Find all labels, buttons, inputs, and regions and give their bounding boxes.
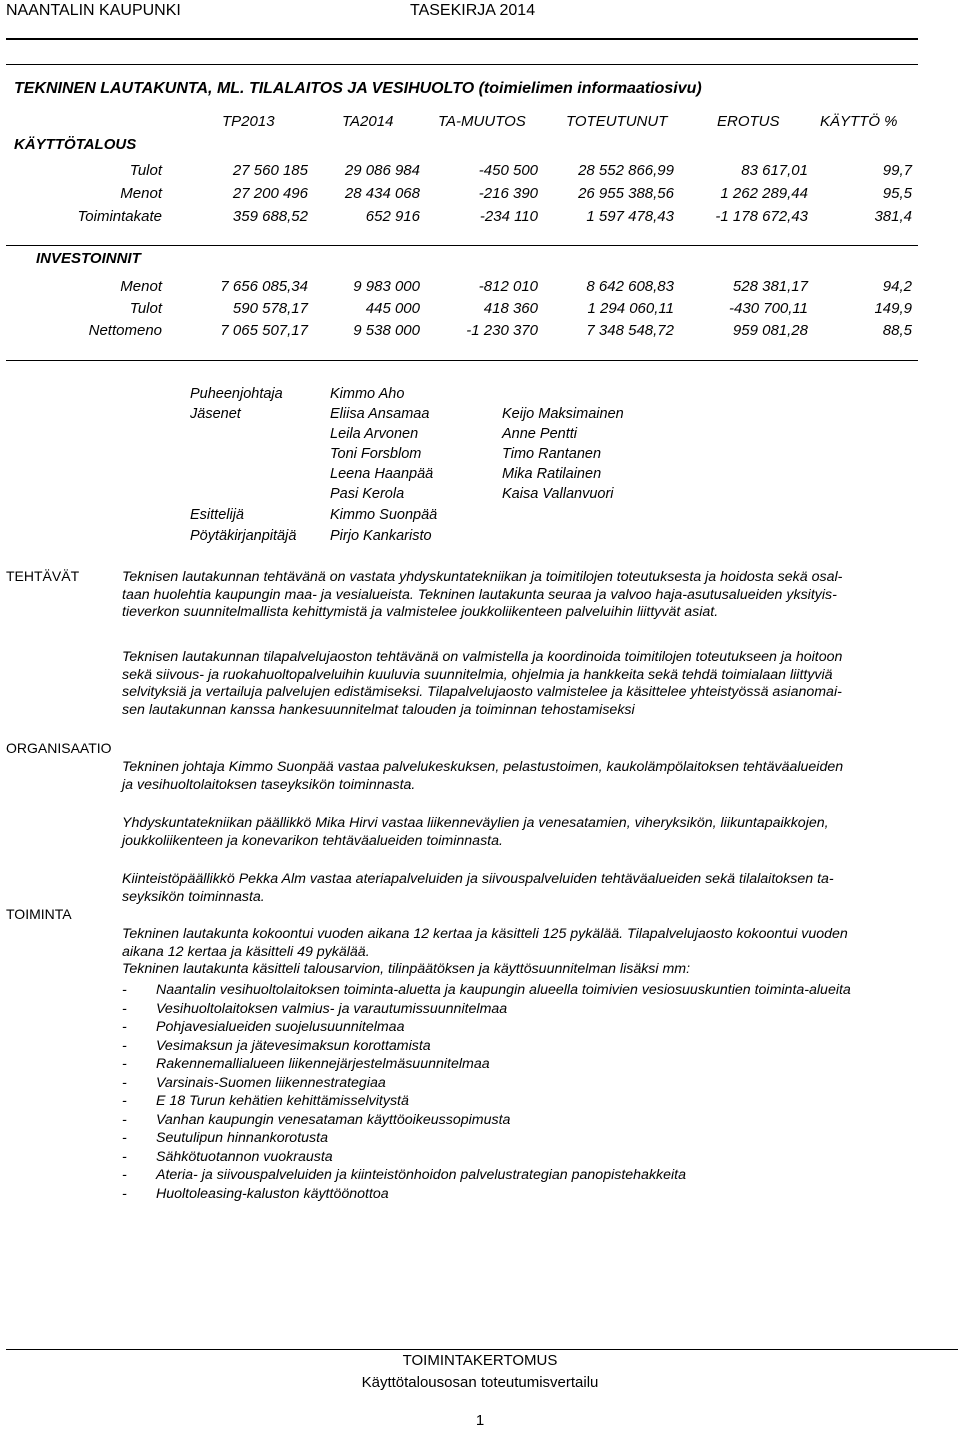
- list-item: [122, 1075, 386, 1091]
- list-marker: -: [122, 1037, 127, 1054]
- list-item: [122, 1186, 389, 1202]
- list-item-text: Huoltoleasing-kaluston käyttöönottoa: [156, 1185, 389, 1202]
- list-item-text: Varsinais-Suomen liikennestrategiaa: [156, 1074, 386, 1091]
- col-header-ta2014: TA2014: [342, 113, 394, 130]
- member-name: Leena Haanpää: [330, 466, 434, 482]
- cell-value: 9 983 000: [353, 278, 420, 295]
- text-line: selvityksiä ja vertailuja palvelujen edistämiseksi. Tilapalvelujaosto valmistelee ja käsittelee yhteistyössä asianomai-: [122, 684, 842, 700]
- list-item-text: Pohjavesialueiden suojelusuunnitelmaa: [156, 1019, 405, 1035]
- section-label-toiminta: TOIMINTA: [6, 906, 72, 922]
- list-marker: -: [122, 1056, 127, 1072]
- cell-value: 1 597 478,43: [586, 208, 674, 225]
- cell-value: 28 552 866,99: [578, 162, 674, 179]
- cell-value: 99,7: [882, 162, 912, 179]
- text-line: aikana 12 kertaa ja käsitteli 49 pykälää.: [122, 943, 370, 960]
- cell-value: 652 916: [365, 208, 420, 225]
- header-rule-2: [6, 64, 918, 65]
- poytakirjanpitaja-label: Pöytäkirjanpitäjä: [190, 528, 297, 544]
- cell-value: 590 578,17: [232, 300, 308, 317]
- list-item: [122, 1149, 333, 1165]
- footer-subtitle: Käyttötalousosan toteutumisvertailu: [361, 1374, 599, 1391]
- list-marker: -: [122, 982, 127, 998]
- cell-value: 528 381,17: [732, 278, 808, 295]
- cell-value: 959 081,28: [732, 322, 808, 339]
- paragraph-tehtavat-2: [122, 649, 948, 719]
- page-title: TEKNINEN LAUTAKUNTA, ML. TILALAITOS JA VESIHUOLTO (toimielimen informaatiosivu): [14, 80, 702, 97]
- puheenjohtaja-name: Kimmo Aho: [330, 386, 405, 402]
- jasenet-label: Jäsenet: [190, 406, 241, 422]
- header-left: NAANTALIN KAUPUNKI: [6, 2, 181, 19]
- section-heading-investoinnit: INVESTOINNIT: [36, 250, 141, 267]
- member-name: Kaisa Vallanvuori: [502, 486, 614, 502]
- cell-value: -234 110: [479, 208, 538, 225]
- list-item: [122, 1167, 686, 1183]
- list-item-text: Seutulipun hinnankorotusta: [156, 1130, 328, 1146]
- cell-value: 1 262 289,44: [720, 185, 808, 202]
- list-item: [122, 1112, 510, 1128]
- list-item-text: Vesihuoltolaitoksen valmius- ja varautumissuunnitelmaa: [156, 1000, 508, 1017]
- text-line: ja vesihuoltolaitoksen taseyksikön toiminnasta.: [122, 776, 416, 793]
- member-name: Timo Rantanen: [502, 446, 602, 462]
- list-item-text: E 18 Turun kehätien kehittämisselvitystä: [156, 1093, 409, 1109]
- paragraph-organisaatio-2: [122, 815, 948, 850]
- list-item-text: Naantalin vesihuoltolaitoksen toiminta-aluetta ja kaupungin alueella toimivien vesiosuuskuntien toiminta-alueita: [156, 982, 851, 998]
- cell-value: 359 688,52: [232, 208, 308, 225]
- member-name: Anne Pentti: [502, 426, 577, 442]
- list-marker: -: [122, 1130, 127, 1146]
- member-name: Mika Ratilainen: [502, 466, 602, 482]
- text-line: Teknisen lautakunnan tehtävänä on vastata yhdyskuntatekniikan ja toimitilojen toteutuksesta ja hoidosta sekä osal-: [122, 569, 843, 585]
- col-header-tp2013: TP2013: [222, 113, 275, 130]
- col-header-erotus: EROTUS: [717, 113, 780, 130]
- page-number: 1: [475, 1412, 485, 1429]
- row-label: Menot: [120, 278, 162, 295]
- esittelija-label: Esittelijä: [190, 507, 244, 523]
- col-header-toteutunut: TOTEUTUNUT: [566, 113, 668, 130]
- header-rule: [6, 38, 918, 40]
- row-label: Nettomeno: [88, 322, 162, 339]
- cell-value: -216 390: [478, 185, 538, 202]
- row-label: Tulot: [129, 162, 162, 179]
- header-right: TASEKIRJA 2014: [410, 2, 536, 19]
- puheenjohtaja-label: Puheenjohtaja: [190, 386, 283, 402]
- list-item: [122, 1001, 507, 1017]
- member-name: Leila Arvonen: [330, 426, 419, 442]
- text-line: Tekninen johtaja Kimmo Suonpää vastaa palvelukeskuksen, pelastustoimen, kaukolämpölaitoksen tehtäväalueiden: [122, 759, 844, 775]
- paragraph-organisaatio-3: [122, 871, 948, 906]
- text-line: Tekninen lautakunta käsitteli talousarvion, tilinpäätöksen ja käyttösuunnitelman lisäksi mm:: [122, 961, 691, 977]
- table-divider: [6, 245, 918, 246]
- text-line: sekä siivous- ja ruokahuoltopalveluihin kuuluvia suunnitelmia, ohjelmia ja hankkeita sekä tehdä toimialaan liittyviä: [122, 666, 833, 683]
- member-name: Eliisa Ansamaa: [330, 406, 430, 422]
- list-item-text: Sähkötuotannon vuokrausta: [156, 1148, 333, 1165]
- text-line: seyksikön toiminnasta.: [122, 888, 265, 905]
- text-line: taan huolehtia kaupungin maa- ja vesialueista. Tekninen lautakunta seuraa ja valvoo haja-asutusalueiden yksityis-: [122, 586, 837, 603]
- cell-value: 27 200 496: [232, 185, 308, 202]
- esittelija-name: Kimmo Suonpää: [330, 507, 438, 523]
- cell-value: 83 617,01: [741, 162, 808, 179]
- poytakirjanpitaja-name: Pirjo Kankaristo: [330, 528, 432, 544]
- cell-value: 27 560 185: [232, 162, 308, 179]
- cell-value: -1 178 672,43: [715, 208, 808, 225]
- cell-value: -430 700,11: [729, 300, 808, 317]
- cell-value: 95,5: [882, 185, 912, 202]
- cell-value: 149,9: [874, 300, 912, 317]
- text-line: tieverkon suunnitelmallista kehittymistä ja valmistelee joukkoliikenteen palveluihin liittyvät asiat.: [122, 604, 719, 620]
- cell-value: 29 086 984: [344, 162, 420, 179]
- list-item: [122, 1038, 431, 1054]
- cell-value: 7 656 085,34: [220, 278, 308, 295]
- section-heading-kayttotalous: KÄYTTÖTALOUS: [14, 136, 137, 153]
- footer-rule: [6, 1349, 958, 1350]
- cell-value: 7 348 548,72: [586, 322, 674, 339]
- paragraph-toiminta: [122, 926, 948, 979]
- cell-value: 445 000: [365, 300, 420, 317]
- cell-value: 381,4: [874, 208, 912, 225]
- paragraph-organisaatio-1: [122, 759, 948, 794]
- section-label-organisaatio: ORGANISAATIO: [6, 740, 112, 756]
- cell-value: -1 230 370: [466, 322, 538, 339]
- list-marker: -: [122, 1074, 127, 1091]
- row-label: Tulot: [129, 300, 162, 317]
- col-header-kaytto: KÄYTTÖ %: [820, 113, 898, 130]
- list-item-text: Ateria- ja siivouspalveluiden ja kiinteistönhoidon palvelustrategian panopistehakkeita: [156, 1167, 687, 1183]
- cell-value: 7 065 507,17: [220, 322, 308, 339]
- member-name: Toni Forsblom: [330, 446, 422, 462]
- cell-value: 88,5: [882, 322, 912, 339]
- cell-value: 418 360: [483, 300, 538, 317]
- list-marker: -: [122, 1093, 127, 1109]
- list-marker: -: [122, 1167, 127, 1183]
- text-line: Tekninen lautakunta kokoontui vuoden aikana 12 kertaa ja käsitteli 125 pykälää. Tilapalvelujaosto kokoontui vuoden: [122, 926, 848, 942]
- cell-value: 94,2: [882, 278, 912, 295]
- section-label-tehtavat: TEHTÄVÄT: [6, 568, 80, 584]
- cell-value: 9 538 000: [353, 322, 420, 339]
- cell-value: 26 955 388,56: [578, 185, 674, 202]
- list-item: [122, 1056, 490, 1072]
- col-header-ta-muutos: TA-MUUTOS: [438, 113, 526, 130]
- list-marker: -: [122, 1148, 127, 1165]
- table-divider: [6, 360, 918, 361]
- list-item: [122, 1093, 409, 1109]
- text-line: sen lautakunnan kanssa hankesuunnitelmat talouden ja toiminnan tehostamiseksi: [122, 701, 635, 718]
- text-line: Kiinteistöpäällikkö Pekka Alm vastaa ateriapalveluiden ja siivouspalveluiden tehtäväalueiden sekä tilalaitoksen ta-: [122, 871, 834, 887]
- cell-value: -450 500: [478, 162, 538, 179]
- member-name: Keijo Maksimainen: [502, 406, 624, 422]
- list-item-text: Vanhan kaupungin venesataman käyttöoikeussopimusta: [156, 1111, 511, 1128]
- row-label: Toimintakate: [77, 208, 162, 225]
- cell-value: 1 294 060,11: [587, 300, 674, 317]
- row-label: Menot: [120, 185, 162, 202]
- list-marker: -: [122, 1111, 127, 1128]
- list-item-text: Vesimaksun ja jätevesimaksun korottamista: [156, 1037, 431, 1054]
- list-item: [122, 982, 851, 998]
- text-line: joukkoliikenteen ja konevarikon tehtäväalueiden toiminnasta.: [122, 832, 503, 849]
- member-name: Pasi Kerola: [330, 486, 405, 502]
- cell-value: -812 010: [478, 278, 538, 295]
- footer-title: TOIMINTAKERTOMUS: [402, 1352, 558, 1369]
- paragraph-tehtavat-1: [122, 569, 948, 622]
- list-marker: -: [122, 1019, 127, 1035]
- list-marker: -: [122, 1000, 127, 1017]
- list-item: [122, 1019, 404, 1035]
- cell-value: 28 434 068: [344, 185, 420, 202]
- list-marker: -: [122, 1185, 127, 1202]
- text-line: Teknisen lautakunnan tilapalvelujaoston tehtävänä on valmistella ja koordinoida toimitilojen toteutukseen ja hoitoon: [122, 649, 843, 665]
- text-line: Yhdyskuntatekniikan päällikkö Mika Hirvi vastaa liikenneväylien ja venesatamien, viheryksikön, liikuntapaikkojen,: [122, 815, 829, 831]
- list-item-text: Rakennemallialueen liikennejärjestelmäsuunnitelmaa: [156, 1056, 490, 1072]
- list-item: [122, 1130, 328, 1146]
- cell-value: 8 642 608,83: [586, 278, 674, 295]
